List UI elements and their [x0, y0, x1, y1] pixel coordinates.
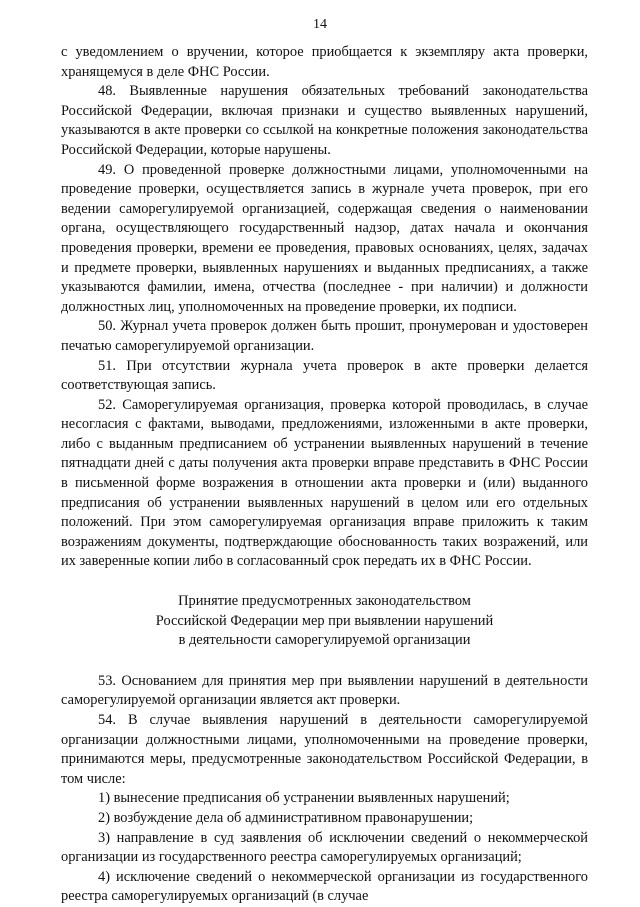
paragraph: 48. Выявленные нарушения обязательных требований законодательства Российской Федерации, включая признаки и существо выявленных нарушений, указываются в акте проверки со ссылкой на конкретные положения законодательства Российской Федерации, которые нарушены. [61, 83, 588, 158]
list-item: 1) вынесение предписания об устранении выявленных нарушений; [98, 790, 510, 807]
section-heading [61, 592, 588, 651]
paragraph: 51. При отсутствии журнала учета проверок в акте проверки делается соответствующая запись. [61, 357, 588, 394]
section-heading-line: в деятельности саморегулируемой организации [178, 632, 471, 649]
paragraph: с уведомлением о вручении, которое приобщается к экземпляру акта проверки, хранящемуся в деле ФНС России. [61, 44, 588, 80]
page-number: 14 [313, 17, 327, 32]
section-heading-line: Принятие предусмотренных законодательством [178, 593, 471, 610]
list-item: 2) возбуждение дела об административном правонарушении; [98, 809, 474, 826]
list-item: 4) исключение сведений о некоммерческой организации из государственного реестра саморегулируемых организаций (в случае [61, 868, 588, 905]
paragraph: 52. Саморегулируемая организация, проверка которой проводилась, в случае несогласия с фактами, выводами, предложениями, изложенными в акте проверки, либо с выданным предписанием об устранении выявленных нарушений в течение пятнадцати дней с даты получения акта проверки вправе представить в ФНС России в письменной форме возражения в отношении акта проверки и (или) выданного предписания об устранении выявленных нарушений в целом или его отдельных положений. При этом саморегулируемая организация вправе приложить к таким возражениям документы, подтверждающие обоснованность таких возражений, или их заверенные копии либо в согласованный срок передать их в ФНС России. [61, 396, 588, 570]
paragraph: 54. В случае выявления нарушений в деятельности саморегулируемой организации должностными лицами, уполномоченными на проведение проверки, принимаются меры, предусмотренные законодательством Российской Федерации, в том числе: [61, 712, 588, 787]
section-heading-line: Российской Федерации мер при выявлении нарушений [155, 612, 494, 629]
document-body [61, 43, 588, 907]
paragraph: 50. Журнал учета проверок должен быть прошит, пронумерован и удостоверен печатью саморегулируемой организации. [61, 318, 588, 354]
list-item: 3) направление в суд заявления об исключении сведений о некоммерческой организации из государственного реестра саморегулируемых организаций; [61, 829, 588, 866]
paragraph: 49. О проведенной проверке должностными лицами, уполномоченными на проведение проверки, осуществляется запись в журнале учета проверок, при его ведении саморегулируемой организацией, содержащая сведения о наименовании органа, осуществляющего государственный надзор, датах начала и окончания проведения проверки, времени ее проведения, правовых основаниях, целях, задачах и предмете проверки, выявленных нарушениях и выданных предписаниях, а также указываются фамилии, имена, отчества (последнее - при наличии) и должности должностных лиц, уполномоченных на проведение проверки, их подписи. [61, 161, 588, 315]
paragraph: 53. Основанием для принятия мер при выявлении нарушений в деятельности саморегулируемой организации является акт проверки. [61, 672, 588, 709]
